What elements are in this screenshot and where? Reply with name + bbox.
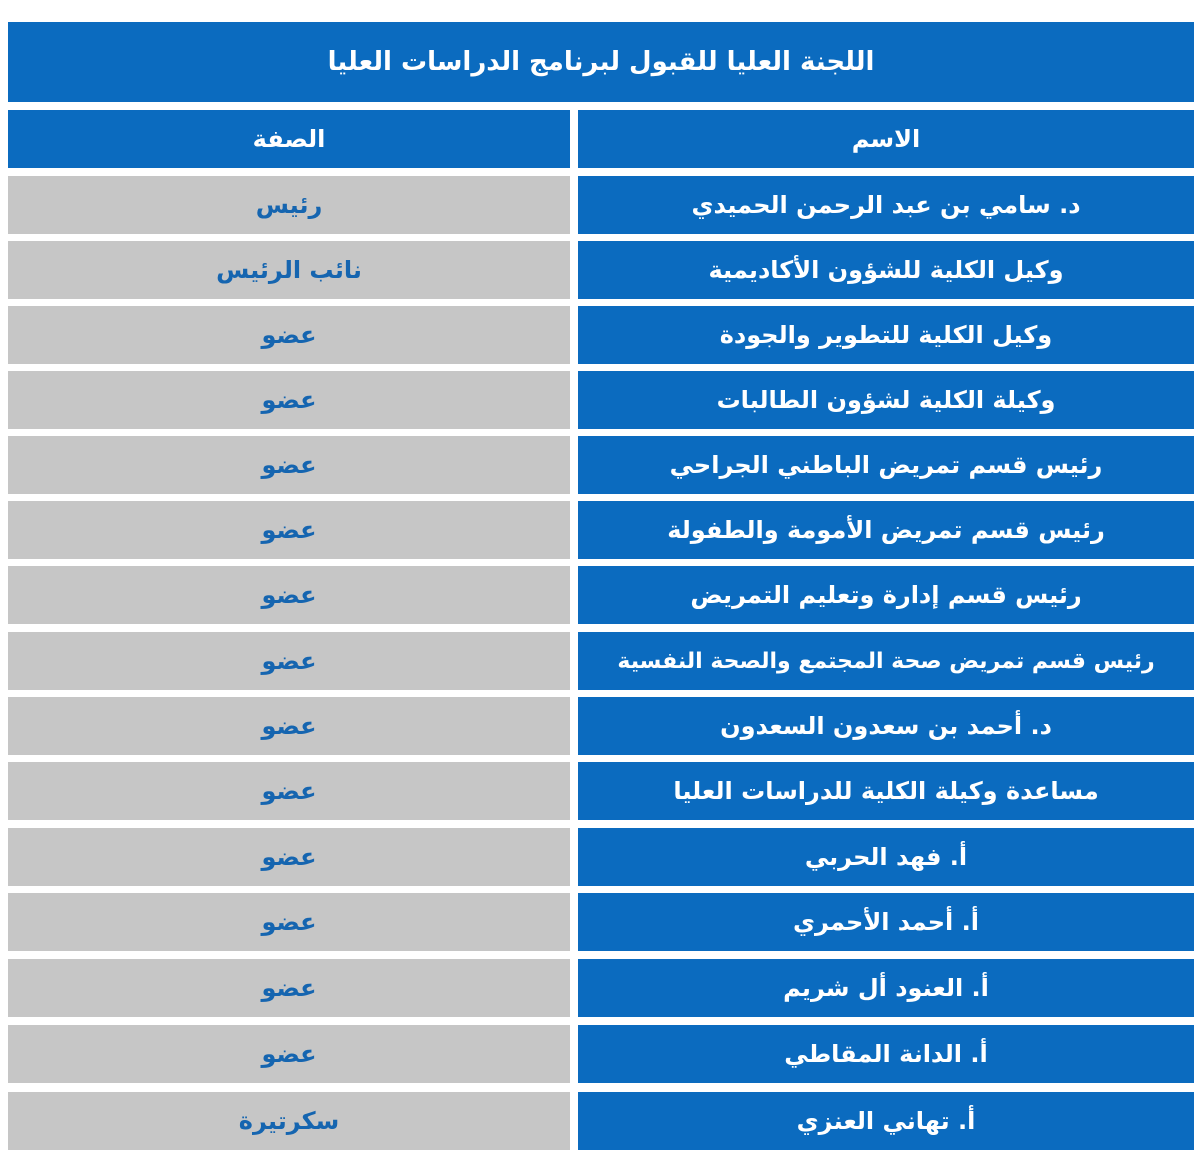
table-row [8,1092,1194,1150]
table-row [8,241,1194,299]
table-row [8,762,1194,820]
member-name: وكيلة الكلية لشؤون الطالبات [578,371,1194,429]
member-role: نائب الرئيس [8,241,570,299]
table-row [8,893,1194,951]
table-row [8,371,1194,429]
table-row [8,176,1194,234]
member-name: د. سامي بن عبد الرحمن الحميدي [578,176,1194,234]
member-name: أ. الدانة المقاطي [578,1025,1194,1083]
table-row [8,697,1194,755]
member-role: عضو [8,762,570,820]
member-role: عضو [8,566,570,624]
table-row [8,959,1194,1017]
member-role: عضو [8,371,570,429]
table-row [8,501,1194,559]
name-column-header: الاسم [578,110,1194,168]
role-column-header: الصفة [8,110,570,168]
member-name: أ. العنود أل شريم [578,959,1194,1017]
member-role: رئيس [8,176,570,234]
member-name: د. أحمد بن سعدون السعدون [578,697,1194,755]
member-role: سكرتيرة [8,1092,570,1150]
member-name: وكيل الكلية للتطوير والجودة [578,306,1194,364]
member-name: رئيس قسم تمريض الباطني الجراحي [578,436,1194,494]
table-row [8,1025,1194,1083]
member-role: عضو [8,1025,570,1083]
table-row [8,306,1194,364]
member-name: أ. تهاني العنزي [578,1092,1194,1150]
table-title: اللجنة العليا للقبول لبرنامج الدراسات العليا [8,22,1194,102]
member-name: رئيس قسم إدارة وتعليم التمريض [578,566,1194,624]
member-name: وكيل الكلية للشؤون الأكاديمية [578,241,1194,299]
member-name: رئيس قسم تمريض صحة المجتمع والصحة النفسية [578,632,1194,690]
table-row [8,436,1194,494]
member-role: عضو [8,501,570,559]
member-name: أ. فهد الحربي [578,828,1194,886]
member-role: عضو [8,697,570,755]
table-row [8,566,1194,624]
member-role: عضو [8,959,570,1017]
table-row [8,632,1194,690]
member-role: عضو [8,828,570,886]
member-name: رئيس قسم تمريض الأمومة والطفولة [578,501,1194,559]
member-role: عضو [8,893,570,951]
table-header-row [8,110,1194,168]
member-role: عضو [8,632,570,690]
member-name: أ. أحمد الأحمري [578,893,1194,951]
member-name: مساعدة وكيلة الكلية للدراسات العليا [578,762,1194,820]
table-row [8,828,1194,886]
member-role: عضو [8,306,570,364]
member-role: عضو [8,436,570,494]
